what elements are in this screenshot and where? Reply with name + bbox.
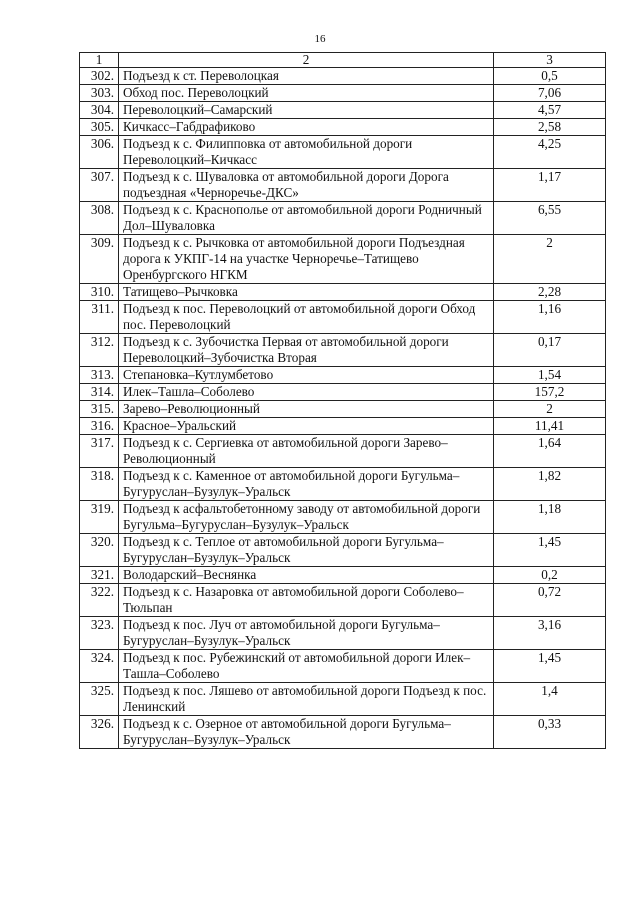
road-length-cell: 1,17 [494,169,606,202]
road-length-cell: 11,41 [494,418,606,435]
table-row [80,119,606,136]
road-length-cell: 6,55 [494,202,606,235]
table-row [80,584,606,617]
row-number-cell: 305. [80,119,119,136]
table-row [80,85,606,102]
table-row [80,401,606,418]
row-number-cell: 302. [80,68,119,85]
road-name-cell: Подъезд к с. Филипповка от автомобильной дороги Переволоцкий–Кичкасс [119,136,494,169]
row-number-cell: 323. [80,617,119,650]
road-name-cell: Володарский–Веснянка [119,567,494,584]
table-row [80,435,606,468]
table-row [80,102,606,119]
road-name-cell: Переволоцкий–Самарский [119,102,494,119]
row-number-cell: 308. [80,202,119,235]
row-number-cell: 312. [80,334,119,367]
table-header-row [80,53,606,68]
road-length-cell: 0,2 [494,567,606,584]
table-row [80,301,606,334]
road-name-cell: Подъезд к пос. Рубежинский от автомобильной дороги Илек–Ташла–Соболево [119,650,494,683]
row-number-cell: 310. [80,284,119,301]
road-name-cell: Обход пос. Переволоцкий [119,85,494,102]
table-row [80,567,606,584]
road-name-cell: Степановка–Кутлумбетово [119,367,494,384]
road-length-cell: 3,16 [494,617,606,650]
table-row [80,501,606,534]
road-name-cell: Подъезд к пос. Луч от автомобильной дороги Бугульма–Бугуруслан–Бузулук–Уральск [119,617,494,650]
road-name-cell: Подъезд к с. Шуваловка от автомобильной дороги Дорога подъездная «Черноречье-ДКС» [119,169,494,202]
table-row [80,367,606,384]
row-number-cell: 311. [80,301,119,334]
row-number-cell: 325. [80,683,119,716]
row-number-cell: 316. [80,418,119,435]
road-name-cell: Зарево–Революционный [119,401,494,418]
row-number-cell: 322. [80,584,119,617]
table-row [80,235,606,284]
road-name-cell: Подъезд к с. Озерное от автомобильной дороги Бугульма–Бугуруслан–Бузулук–Уральск [119,716,494,749]
road-length-cell: 0,5 [494,68,606,85]
table-row [80,169,606,202]
road-length-cell: 1,54 [494,367,606,384]
table-row [80,284,606,301]
table-row [80,650,606,683]
row-number-cell: 307. [80,169,119,202]
table-row [80,716,606,749]
road-length-cell: 1,82 [494,468,606,501]
row-number-cell: 320. [80,534,119,567]
table-row [80,136,606,169]
road-length-cell: 1,64 [494,435,606,468]
column-header-length: 3 [494,53,606,68]
table-row [80,683,606,716]
row-number-cell: 309. [80,235,119,284]
road-name-cell: Подъезд к ст. Переволоцкая [119,68,494,85]
row-number-cell: 326. [80,716,119,749]
road-name-cell: Илек–Ташла–Соболево [119,384,494,401]
table-row [80,202,606,235]
road-length-cell: 1,4 [494,683,606,716]
road-length-cell: 1,16 [494,301,606,334]
page-number: 16 [314,33,326,45]
road-name-cell: Подъезд к с. Теплое от автомобильной дороги Бугульма–Бугуруслан–Бузулук–Уральск [119,534,494,567]
road-length-cell: 1,18 [494,501,606,534]
table-row [80,418,606,435]
table-row [80,334,606,367]
row-number-cell: 313. [80,367,119,384]
row-number-cell: 314. [80,384,119,401]
road-length-cell: 4,25 [494,136,606,169]
column-header-number: 1 [80,53,119,68]
table-row [80,68,606,85]
row-number-cell: 303. [80,85,119,102]
road-name-cell: Подъезд к с. Назаровка от автомобильной дороги Соболево–Тюльпан [119,584,494,617]
road-length-cell: 0,33 [494,716,606,749]
road-length-cell: 7,06 [494,85,606,102]
row-number-cell: 317. [80,435,119,468]
row-number-cell: 304. [80,102,119,119]
road-length-cell: 0,17 [494,334,606,367]
road-name-cell: Подъезд к с. Рычковка от автомобильной дороги Подъездная дорога к УКПГ-14 на участке Черноречье–Татищево Оренбургского НГКМ [119,235,494,284]
road-length-cell: 2,58 [494,119,606,136]
road-length-cell: 2,28 [494,284,606,301]
row-number-cell: 319. [80,501,119,534]
road-name-cell: Подъезд к асфальтобетонному заводу от автомобильной дороги Бугульма–Бугуруслан–Бузулук–Уральск [119,501,494,534]
road-length-cell: 4,57 [494,102,606,119]
table-body [80,68,606,749]
road-name-cell: Подъезд к с. Зубочистка Первая от автомобильной дороги Переволоцкий–Зубочистка Вторая [119,334,494,367]
road-length-cell: 0,72 [494,584,606,617]
road-name-cell: Подъезд к с. Каменное от автомобильной дороги Бугульма–Бугуруслан–Бузулук–Уральск [119,468,494,501]
road-length-cell: 2 [494,235,606,284]
road-length-cell: 2 [494,401,606,418]
road-length-cell: 1,45 [494,650,606,683]
row-number-cell: 324. [80,650,119,683]
row-number-cell: 315. [80,401,119,418]
road-name-cell: Подъезд к пос. Ляшево от автомобильной дороги Подъезд к пос. Ленинский [119,683,494,716]
row-number-cell: 321. [80,567,119,584]
roads-table [79,52,606,749]
road-name-cell: Подъезд к с. Краснополье от автомобильной дороги Родничный Дол–Шуваловка [119,202,494,235]
table-row [80,468,606,501]
road-length-cell: 1,45 [494,534,606,567]
road-name-cell: Татищево–Рычковка [119,284,494,301]
road-name-cell: Кичкасс–Габдрафиково [119,119,494,136]
road-name-cell: Подъезд к пос. Переволоцкий от автомобильной дороги Обход пос. Переволоцкий [119,301,494,334]
table-row [80,384,606,401]
table-row [80,617,606,650]
road-length-cell: 157,2 [494,384,606,401]
road-name-cell: Красное–Уральский [119,418,494,435]
row-number-cell: 318. [80,468,119,501]
table-row [80,534,606,567]
row-number-cell: 306. [80,136,119,169]
column-header-name: 2 [119,53,494,68]
road-name-cell: Подъезд к с. Сергиевка от автомобильной дороги Зарево–Революционный [119,435,494,468]
